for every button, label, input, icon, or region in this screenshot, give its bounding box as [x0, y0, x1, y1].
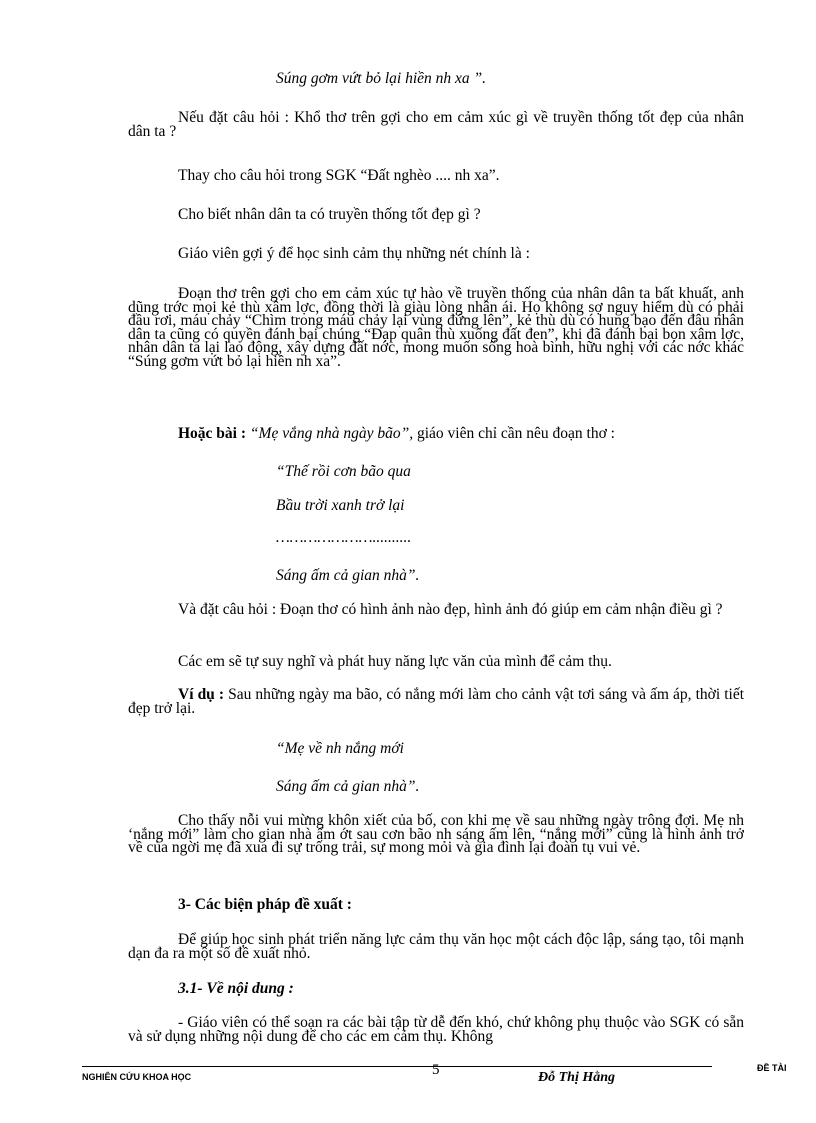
verse-ellipsis: ………………….......... — [276, 529, 412, 546]
poem-title: “Mẹ vắng nhà ngày bão”, — [249, 425, 414, 442]
label: Ví dụ : — [178, 686, 225, 703]
page-number: 5 — [432, 1062, 440, 1078]
example-paragraph — [128, 688, 744, 715]
paragraph: Thay cho câu hỏi trong SGK “Đất nghèo .... nh xa”. — [178, 167, 500, 184]
text: giáo viên chỉ cần nêu đoạn thơ : — [416, 425, 615, 442]
text: Sau những ngày ma bão, có nắng mới làm cho cảnh vật tơi sáng và ấm áp, thời tiết đẹp trở lại. — [128, 686, 745, 717]
paragraph: Các em sẽ tự suy nghĩ và phát huy năng lực văn của mình để cảm thụ. — [178, 653, 612, 670]
quote-line: Súng gơm vứt bỏ lại hiền nh xa ”. — [276, 70, 487, 87]
paragraph: Nếu đặt câu hỏi : Khổ thơ trên gợi cho em cảm xúc gì về truyền thống tốt đẹp của nhân dân ta ? — [128, 109, 744, 140]
verse-line: Sáng ấm cả gian nhà”. — [276, 778, 420, 795]
label: Hoặc bài : — [178, 425, 247, 442]
paragraph: Cho biết nhân dân ta có truyền thống tốt đẹp gì ? — [178, 206, 481, 223]
section-heading: 3- Các biện pháp đề xuất : — [178, 896, 352, 913]
footer-divider — [82, 1066, 712, 1067]
footer-left-text: NGHIÊN CỨU KHOA HỌC — [82, 1072, 192, 1082]
paragraph: Cho thấy nỗi vui mừng khôn xiết của bố, con khi mẹ về sau những ngày trông đợi. Mẹ nh ‘nắng mới” làm cho gian nhà ấm ớt sau cơn bão nh sáng ấm lên, “nắng mới” cũng là hình ảnh trở về của ngời mẹ đã xua đi sự trống trải, sự mong mỏi và gia đình lại đoàn tụ vui vẻ. — [128, 812, 744, 856]
footer-right-text: ĐỀ TÀI — [757, 1063, 787, 1073]
paragraph: Giáo viên gợi ý để học sinh cảm thụ những nét chính là : — [178, 245, 530, 262]
paragraph: Để giúp học sinh phát triển năng lực cảm thụ văn học một cách độc lập, sáng tạo, tôi mạnh dạn đa ra một số đề xuất nhỏ. — [128, 931, 744, 962]
paragraph: - Giáo viên có thể soạn ra các bài tập từ dễ đến khó, chứ không phụ thuộc vào SGK có sẵn và sử dụng những nội dung để cho các em cảm thụ. Không — [128, 1014, 744, 1045]
verse-line: “Thế rồi cơn bão qua — [276, 463, 411, 480]
paragraph: Và đặt câu hỏi : Đoạn thơ có hình ảnh nào đẹp, hình ảnh đó giúp em cảm nhận điều gì ? — [178, 601, 723, 618]
verse-line: “Mẹ về nh nắng mới — [276, 740, 404, 757]
footer-author: Đỗ Thị Hằng — [538, 1070, 616, 1085]
paragraph: Đoạn thơ trên gợi cho em cảm xúc tự hào về truyền thống của nhân dân ta bất khuất, anh dũng trớc mọi kẻ thù xâm lợc, đồng thời là giàu lòng nhân ái. Họ không sợ nguy hiểm dù có phải đầu rơi, máu chảy “Chìm trong máu chảy lại vùng đứng lên”, kẻ thù dù có hung bạo đến đâu nhân dân ta cũng có quyền đánh bại chúng “Đạp quân thù xuống đất đen”, khi đã đánh bại bọn xâm lợc, nhân dân ta lại lao động, xây dựng đất nớc, mong muốn sống hoà bình, hữu nghị với các nớc khác “Súng gơm vứt bỏ lại hiền nh xa”. — [128, 285, 744, 370]
subsection-heading: 3.1- Về nội dung : — [178, 980, 294, 997]
verse-line: Bầu trời xanh trở lại — [276, 497, 405, 514]
paragraph-poem-intro — [178, 426, 615, 441]
verse-line: Sáng ấm cả gian nhà”. — [276, 567, 420, 584]
